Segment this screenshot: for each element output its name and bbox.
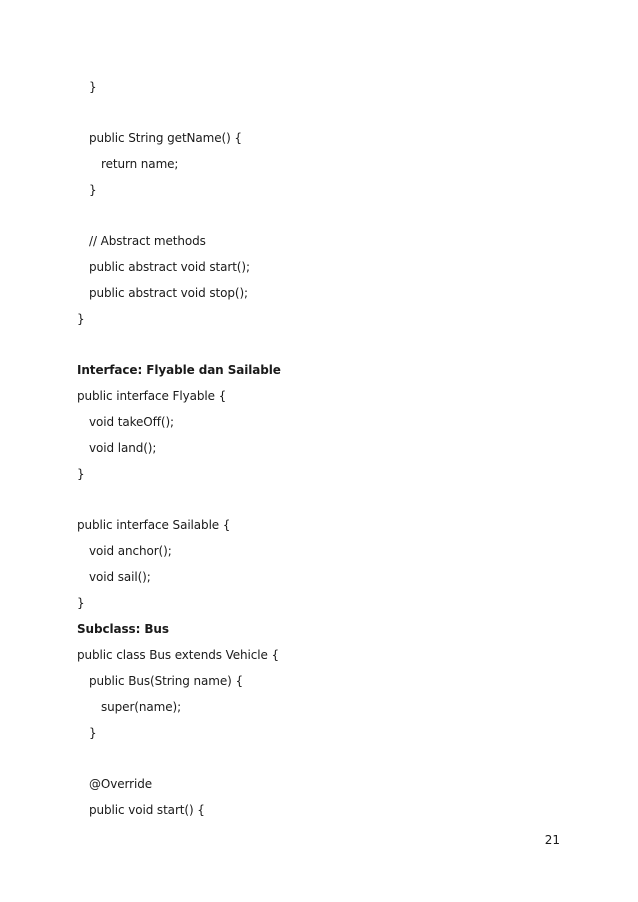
code-line-20: public Bus(String name) { <box>89 674 243 688</box>
code-line-21: super(name); <box>101 700 182 714</box>
code-line-1: } <box>89 80 97 94</box>
code-line-12: void land(); <box>89 441 157 455</box>
code-line-23: @Override <box>89 777 153 791</box>
code-line-11: void takeOff(); <box>89 415 174 429</box>
code-line-7: public abstract void stop(); <box>89 286 248 300</box>
code-line-17: } <box>77 596 85 610</box>
code-line-13: } <box>77 467 85 481</box>
page-number: 21 <box>544 833 560 847</box>
section-heading-interfaces: Interface: Flyable dan Sailable <box>77 363 281 377</box>
code-line-19: public class Bus extends Vehicle { <box>77 648 280 662</box>
code-line-5: // Abstract methods <box>89 234 206 248</box>
code-line-24: public void start() { <box>89 803 205 817</box>
code-line-10: public interface Flyable { <box>77 389 227 403</box>
code-line-16: void sail(); <box>89 570 151 584</box>
section-heading-bus: Subclass: Bus <box>77 622 169 636</box>
code-line-3: return name; <box>101 157 179 171</box>
code-line-4: } <box>89 183 97 197</box>
code-line-6: public abstract void start(); <box>89 260 250 274</box>
code-line-8: } <box>77 312 85 326</box>
code-line-15: void anchor(); <box>89 544 172 558</box>
code-line-2: public String getName() { <box>89 131 242 145</box>
code-line-22: } <box>89 726 97 740</box>
code-line-14: public interface Sailable { <box>77 518 231 532</box>
